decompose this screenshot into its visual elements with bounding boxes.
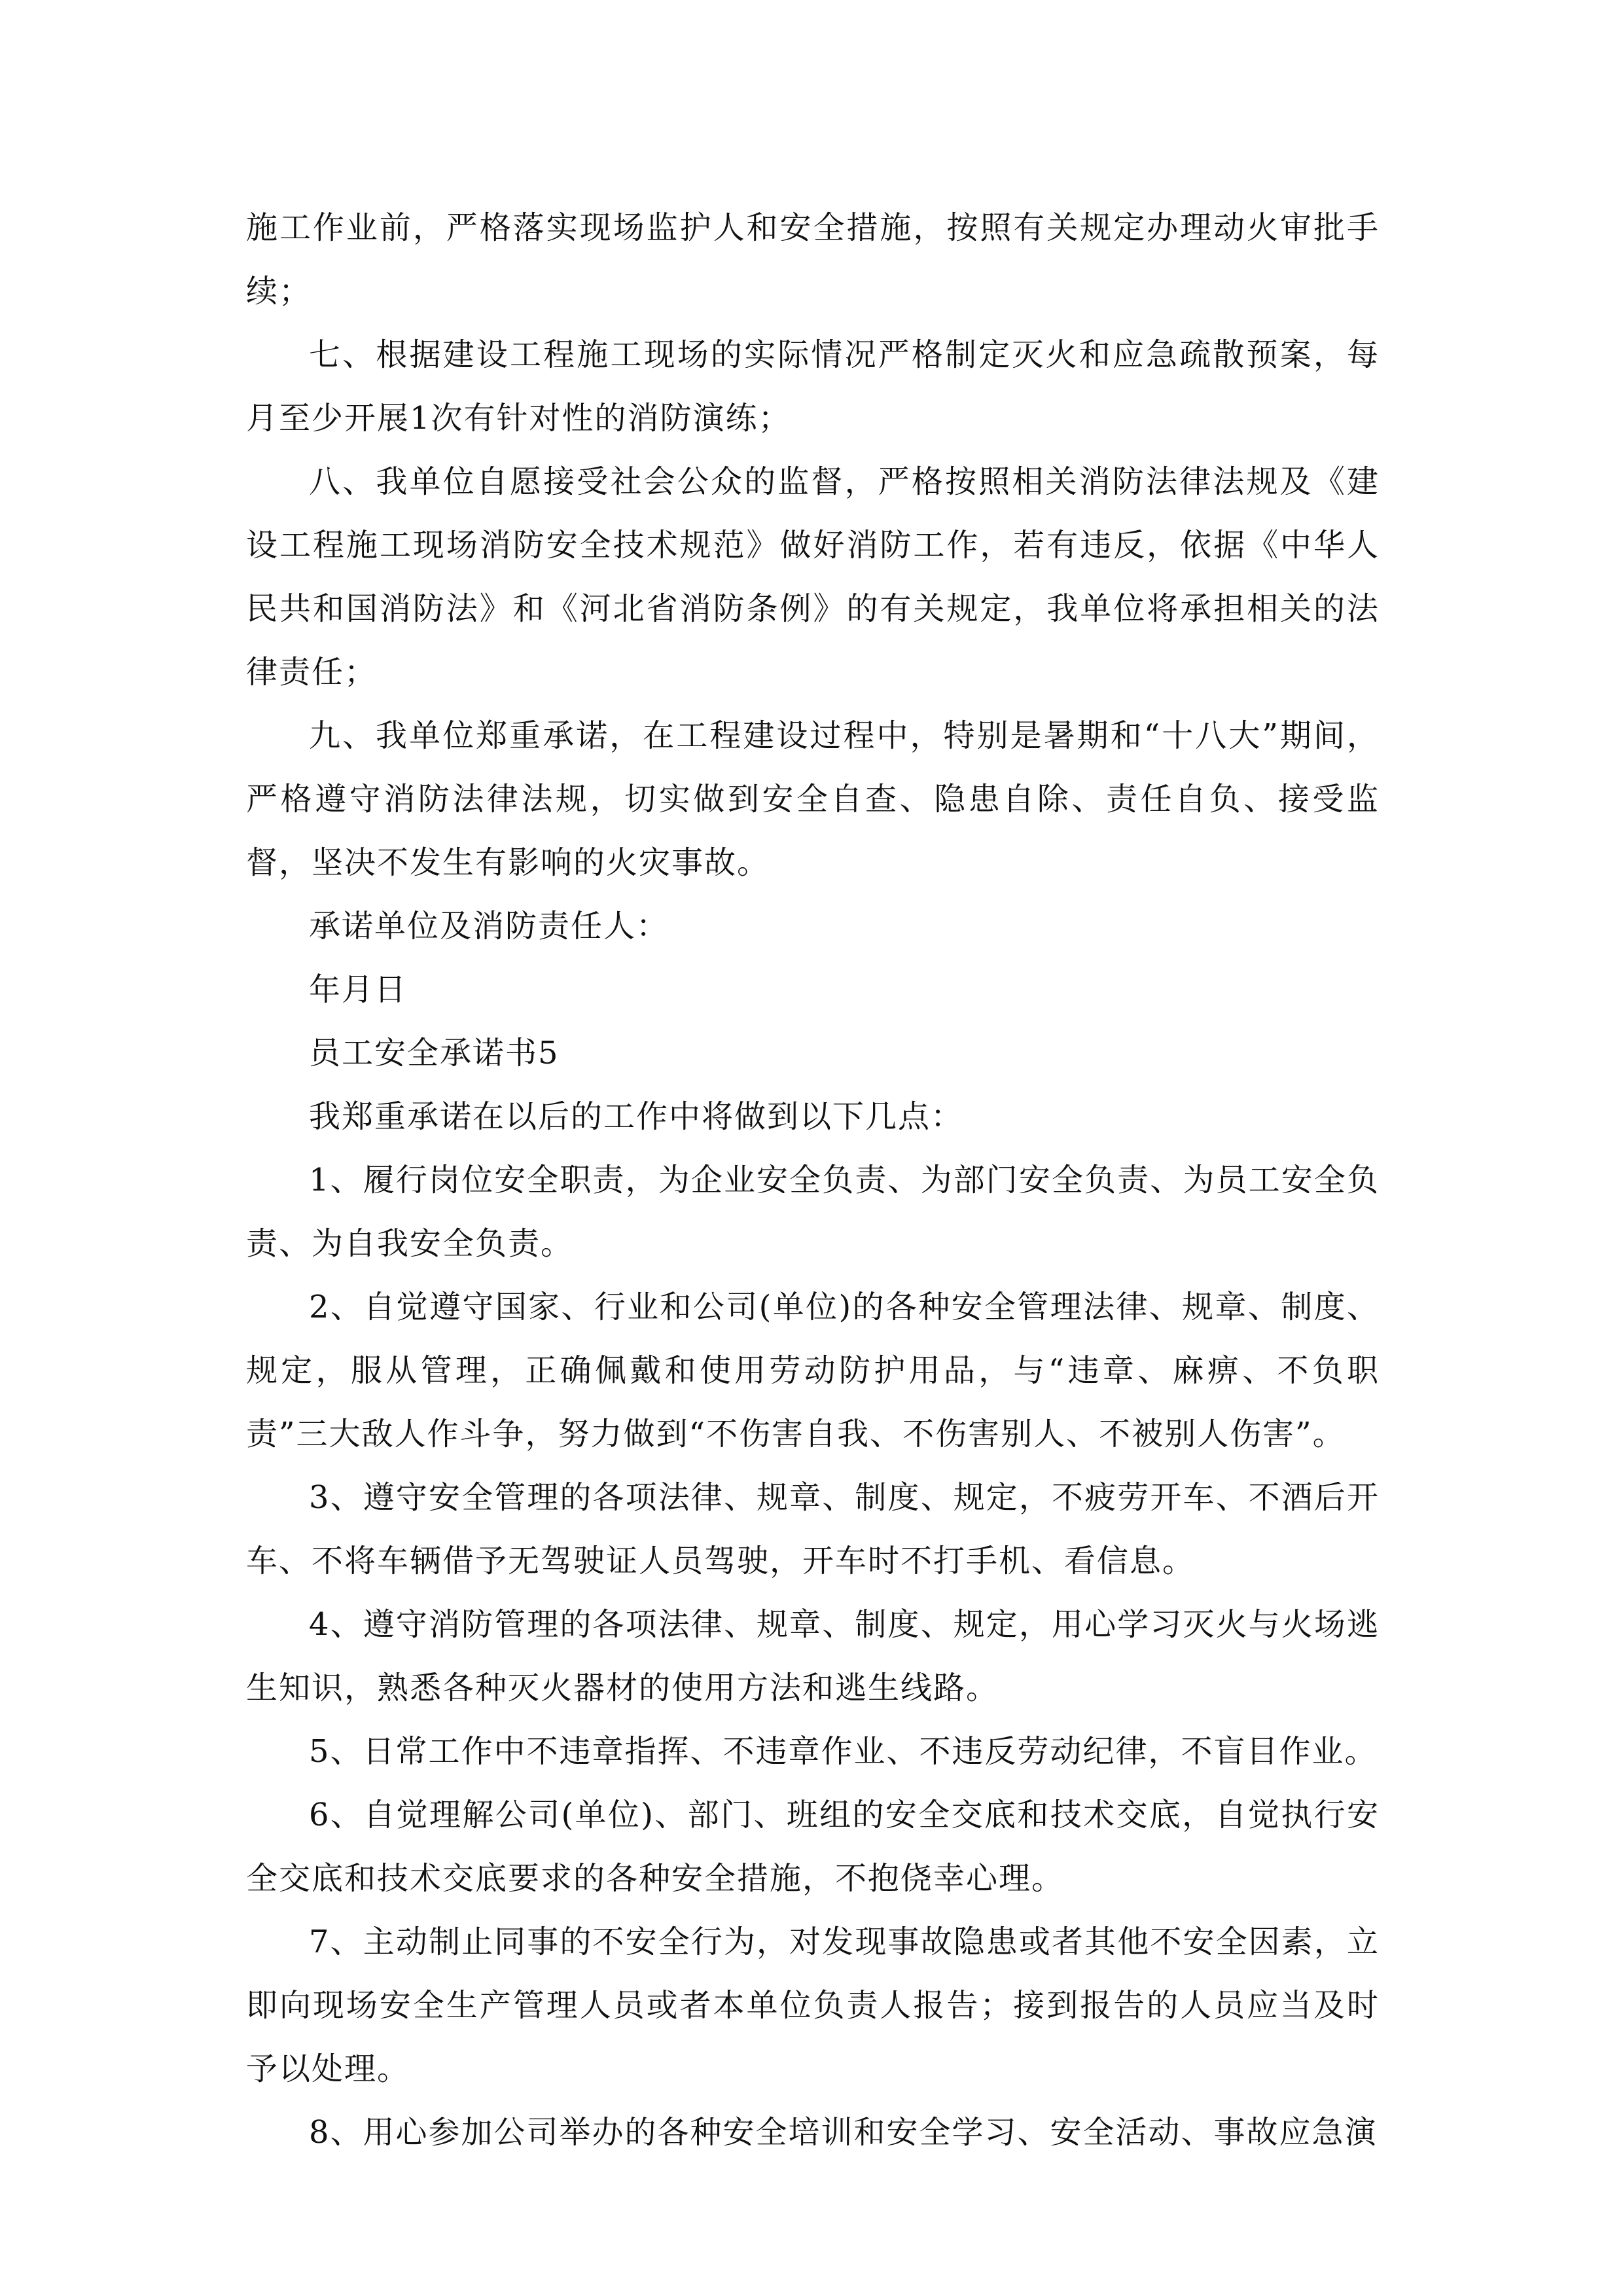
signature-label: 承诺单位及消防责任人： <box>309 908 669 944</box>
paragraph-item-9: 九、我单位郑重承诺，在工程建设过程中，特别是暑期和“十八大”期间，严格遵守消防法律法规，切实做到安全自查、隐患自除、责任自负、接受监督，坚决不发生有影响的火灾事故。 <box>246 717 1380 881</box>
date-line: 年月日 <box>309 971 408 1008</box>
pledge-item-3: 3、遵守安全管理的各项法律、规章、制度、规定，不疲劳开车、不酒后开车、不将车辆借予无驾驶证人员驾驶，开车时不打手机、看信息。 <box>246 1479 1380 1579</box>
document-body <box>246 196 1380 2164</box>
paragraph-continuation: 施工作业前，严格落实现场监护人和安全措施，按照有关规定办理动火审批手续； <box>246 209 1380 310</box>
pledge-item-6: 6、自觉理解公司(单位)、部门、班组的安全交底和技术交底，自觉执行安全交底和技术交底要求的各种安全措施，不抱侥幸心理。 <box>246 1797 1380 1897</box>
pledge-item-8: 8、用心参加公司举办的各种安全培训和安全学习、安全活动、事故应急演 <box>309 2114 1378 2151</box>
section-title: 员工安全承诺书5 <box>309 1035 560 1071</box>
pledge-item-5: 5、日常工作中不违章指挥、不违章作业、不违反劳动纪律，不盲目作业。 <box>309 1733 1378 1770</box>
pledge-item-4: 4、遵守消防管理的各项法律、规章、制度、规定，用心学习灭火与火场逃生知识，熟悉各种灭火器材的使用方法和逃生线路。 <box>246 1606 1380 1706</box>
pledge-item-1: 1、履行岗位安全职责，为企业安全负责、为部门安全负责、为员工安全负责、为自我安全负责。 <box>246 1162 1380 1262</box>
pledge-item-2: 2、自觉遵守国家、行业和公司(单位)的各种安全管理法律、规章、制度、规定，服从管理，正确佩戴和使用劳动防护用品，与“违章、麻痹、不负职责”三大敌人作斗争，努力做到“不伤害自我、不伤害别人、不被别人伤害”。 <box>246 1289 1380 1452</box>
pledge-intro: 我郑重承诺在以后的工作中将做到以下几点： <box>309 1098 964 1135</box>
paragraph-item-8: 八、我单位自愿接受社会公众的监督，严格按照相关消防法律法规及《建设工程施工现场消防安全技术规范》做好消防工作，若有违反，依据《中华人民共和国消防法》和《河北省消防条例》的有关规定，我单位将承担相关的法律责任； <box>246 463 1380 691</box>
pledge-item-7: 7、主动制止同事的不安全行为，对发现事故隐患或者其他不安全因素，立即向现场安全生产管理人员或者本单位负责人报告；接到报告的人员应当及时予以处理。 <box>246 1924 1380 2087</box>
paragraph-item-7: 七、根据建设工程施工现场的实际情况严格制定灭火和应急疏散预案，每月至少开展1次有针对性的消防演练； <box>246 336 1380 437</box>
